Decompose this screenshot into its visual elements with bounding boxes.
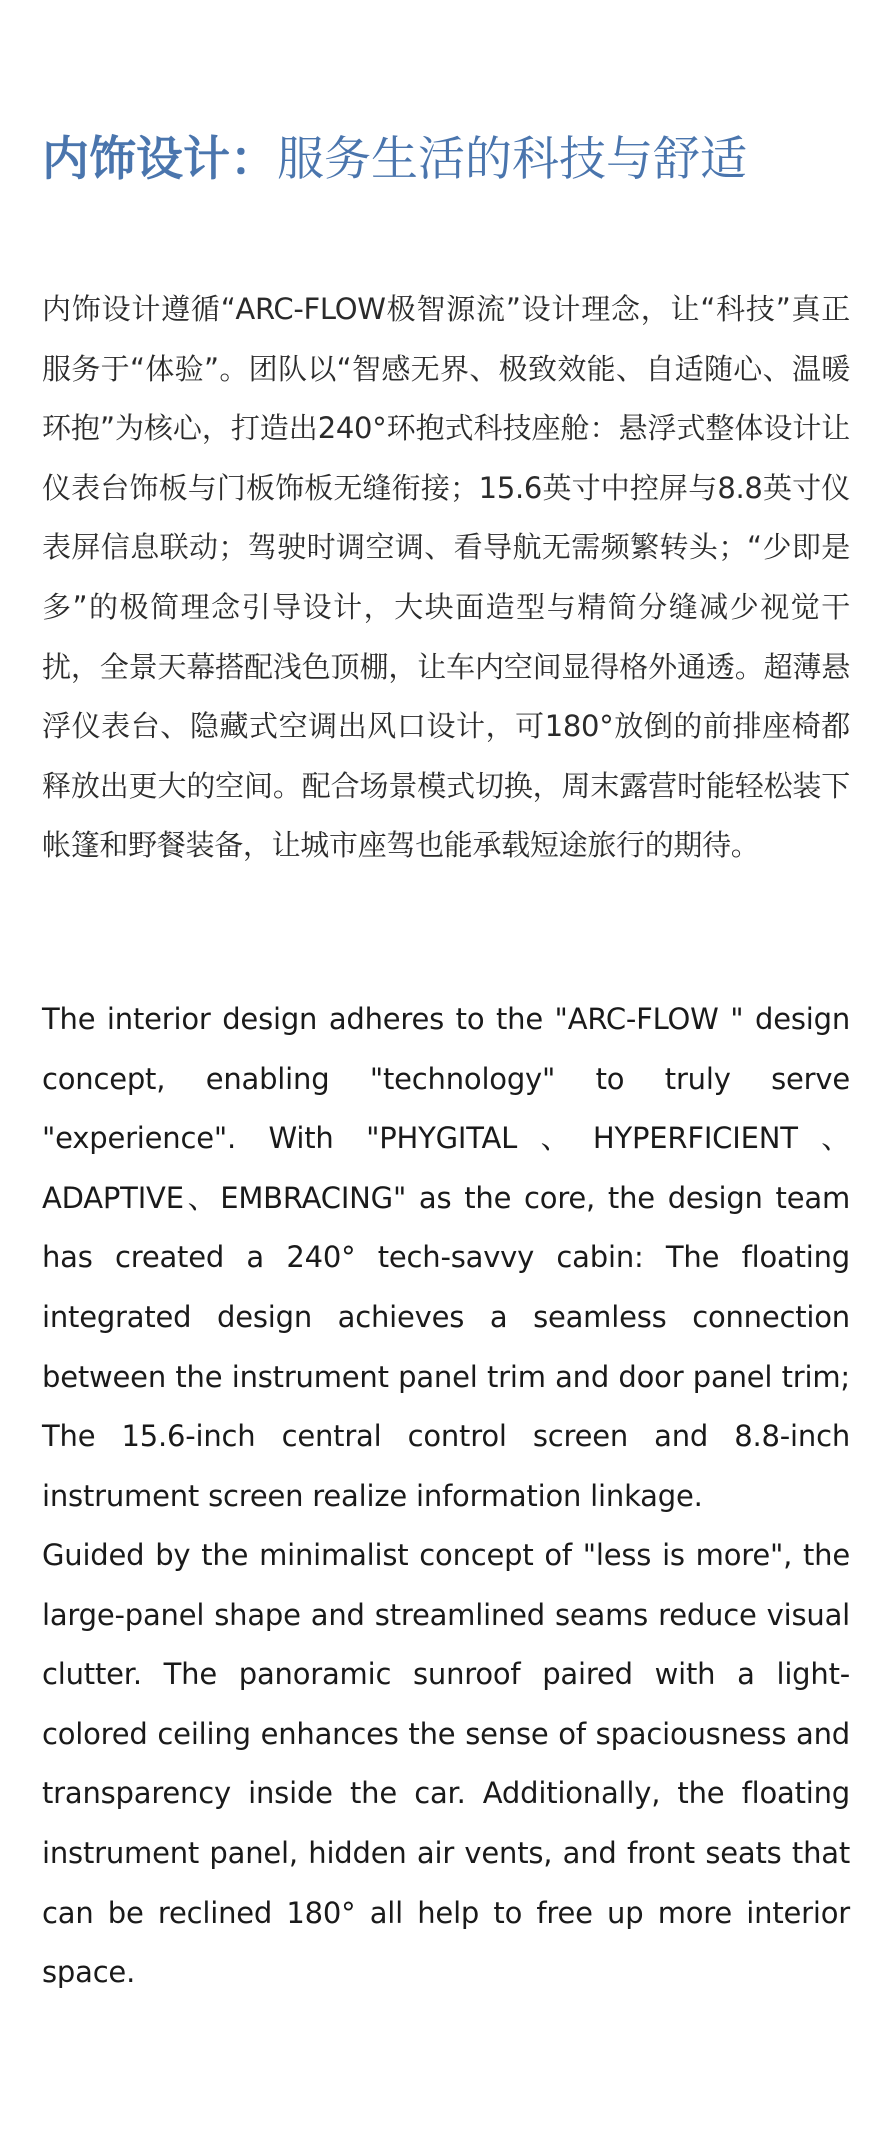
title-rest: 服务生活的科技与舒适 [277, 132, 747, 187]
english-paragraph-2: Guided by the minimalist concept of "less is more", the large-panel shape and streamlined seams reduce visual clutter. The panoramic sunroof paired with a light-colored ceiling enhances the sense of spaciousness and transparency inside the car. Additionally, the floating instrument panel, hidden air vents, and front seats that can be reclined 180° all help to free up more interior space. [42, 1538, 850, 1990]
page-title [42, 128, 862, 192]
title-separator: ： [230, 132, 277, 187]
english-paragraph-1: The interior design adheres to the "ARC-FLOW " design concept, enabling "technology" to truly serve "experience". With "PHYGITAL、HYPERFICIENT、ADAPTIVE、EMBRACING" as the core, the design team has created a 240° tech-savvy cabin: The floating integrated design achieves a seamless connection between the instrument panel trim and door panel trim; The 15.6-inch central control screen and 8.8-inch instrument screen realize information linkage. [42, 1002, 850, 1513]
title-strong: 内饰设计 [42, 132, 230, 187]
chinese-paragraph: 内饰设计遵循“ARC-FLOW极智源流”设计理念，让“科技”真正服务于“体验”。团队以“智感无界、极致效能、自适随心、温暖环抱”为核心，打造出240°环抱式科技座舱：悬浮式整体设计让仪表台饰板与门板饰板无缝衔接；15.6英寸中控屏与8.8英寸仪表屏信息联动；驾驶时调空调、看导航无需频繁转头；“少即是多”的极简理念引导设计，大块面造型与精简分缝减少视觉干扰，全景天幕搭配浅色顶棚，让车内空间显得格外通透。超薄悬浮仪表台、隐藏式空调出风口设计，可180°放倒的前排座椅都释放出更大的空间。配合场景模式切换，周末露营时能轻松装下帐篷和野餐装备，让城市座驾也能承载短途旅行的期待。 [42, 292, 850, 863]
